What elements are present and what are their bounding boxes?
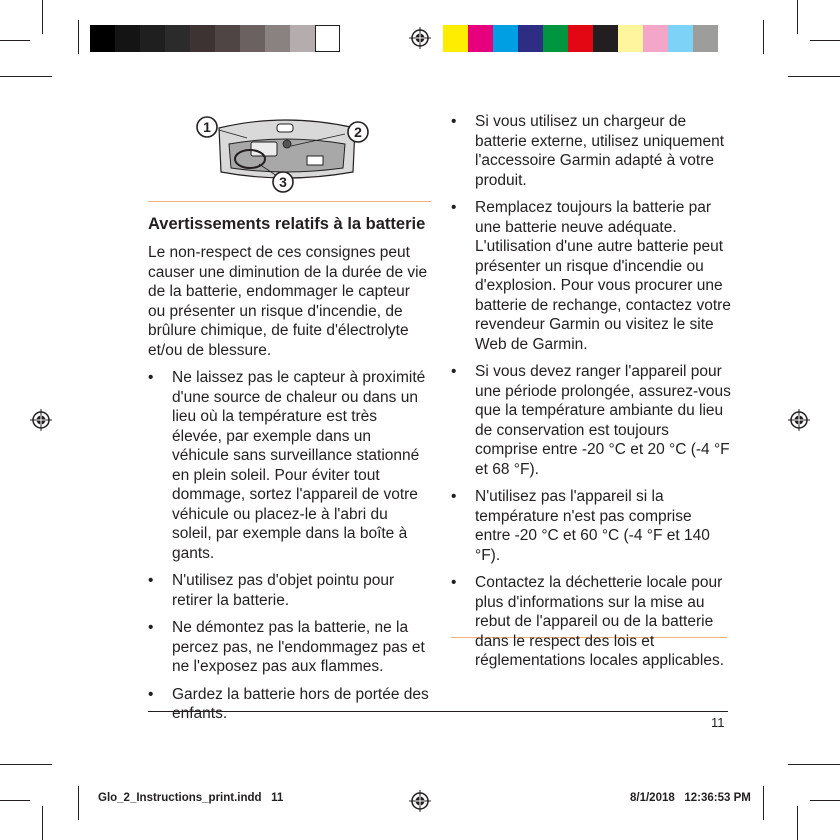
left-warning-list xyxy=(148,368,430,732)
crop-mark xyxy=(810,40,840,41)
list-item: • Si vous devez ranger l'appareil pour une période prolongée, assurez-vous que la température ambiante du lieu de conservation est toujours comprise entre -20 °C et 20 °C (-4 °F et 68 °F). xyxy=(451,362,731,479)
crop-mark xyxy=(810,800,840,801)
registration-mark-icon xyxy=(409,790,431,812)
crop-mark xyxy=(0,40,30,41)
color-swatch xyxy=(90,25,115,52)
color-swatch xyxy=(593,25,618,52)
crop-mark xyxy=(797,806,798,840)
crop-mark xyxy=(78,786,79,820)
battery xyxy=(251,142,277,156)
color-swatch xyxy=(290,25,315,52)
crop-mark xyxy=(0,76,52,77)
list-item: • Si vous utilisez un chargeur de batterie externe, utilisez uniquement l'accessoire Garmin adapté à votre produit. xyxy=(451,112,731,190)
slug-file-name: Glo_2_Instructions_print.indd 11 xyxy=(98,792,284,804)
color-swatch xyxy=(443,25,468,52)
list-item: • Remplacez toujours la batterie par une batterie neuve adéquate. L'utilisation d'une autre batterie peut présenter un risque d'incendie ou d'explosion. Pour vous procurer une batterie de rechange, contactez votre revendeur Garmin ou visitez le site Web de Garmin. xyxy=(451,198,731,354)
callout-2 xyxy=(348,122,368,142)
color-swatch xyxy=(140,25,165,52)
color-swatch xyxy=(643,25,668,52)
crop-mark xyxy=(0,800,30,801)
crop-mark xyxy=(42,806,43,840)
color-swatch xyxy=(265,25,290,52)
crop-mark xyxy=(42,0,43,34)
crop-mark xyxy=(788,764,840,765)
intro-paragraph: Le non-respect de ces consignes peut causer une diminution de la durée de vie de la batterie, endommager le capteur ou présenter un risque d'incendie, de brûlure chimique, de fuite d'électrolyte et/ou de blessure. xyxy=(148,244,428,359)
list-item: • Ne laissez pas le capteur à proximité d'une source de chaleur ou dans un lieu où la température est très élevée, par exemple dans un véhicule sans surveillance stationné en plein soleil. Pour éviter tout dommage, sortez l'appareil de votre véhicule ou placez-le à l'abri du soleil, par exemple dans la boîte à gants. xyxy=(148,368,430,563)
color-swatch xyxy=(693,25,718,52)
color-swatch xyxy=(618,25,643,52)
color-swatch xyxy=(315,25,340,52)
gray-swatch-strip xyxy=(90,25,340,52)
color-swatch xyxy=(215,25,240,52)
registration-mark-icon xyxy=(788,409,810,431)
color-swatch xyxy=(165,25,190,52)
color-swatch xyxy=(668,25,693,52)
color-swatch xyxy=(468,25,493,52)
device-battery-illustration xyxy=(195,112,375,194)
crop-mark xyxy=(763,786,764,820)
callout-label-3: 3 xyxy=(279,174,287,190)
color-swatch xyxy=(493,25,518,52)
color-swatch xyxy=(115,25,140,52)
section-title: Avertissements relatifs à la batterie xyxy=(148,215,426,233)
callout-1 xyxy=(197,117,217,137)
crop-mark xyxy=(797,0,798,34)
callout-3 xyxy=(273,172,293,192)
crop-mark xyxy=(78,20,79,54)
color-swatch xyxy=(240,25,265,52)
color-swatch xyxy=(518,25,543,52)
list-item: • N'utilisez pas d'objet pointu pour retirer la batterie. xyxy=(148,571,430,610)
slug-timestamp: 8/1/2018 12:36:53 PM xyxy=(630,792,751,804)
right-warning-list xyxy=(451,112,731,679)
list-item: • Ne démontez pas la batterie, ne la percez pas, ne l'endommagez pas et ne l'exposez pas aux flammes. xyxy=(148,618,430,677)
latch xyxy=(277,124,293,132)
color-swatch xyxy=(190,25,215,52)
list-item: • Contactez la déchetterie locale pour plus d'informations sur la mise au rebut de l'appareil ou de la batterie dans le respect des lois et réglementations locales applicables. xyxy=(451,573,731,671)
page-number: 11 xyxy=(711,715,725,730)
registration-mark-icon xyxy=(30,409,52,431)
color-swatch xyxy=(568,25,593,52)
connector xyxy=(307,156,323,165)
crop-mark xyxy=(0,764,52,765)
registration-mark-icon xyxy=(409,27,431,49)
list-item: • N'utilisez pas l'appareil si la température n'est pas comprise entre -20 °C et 60 °C (-4 °F et 140 °F). xyxy=(451,487,731,565)
section-divider xyxy=(148,201,431,202)
screw xyxy=(283,140,291,148)
color-swatch xyxy=(543,25,568,52)
crop-mark xyxy=(763,20,764,54)
color-swatch-strip xyxy=(443,25,718,52)
callout-label-2: 2 xyxy=(354,124,362,140)
callout-label-1: 1 xyxy=(203,119,211,135)
list-item: • Gardez la batterie hors de portée des enfants. xyxy=(148,685,430,724)
crop-mark xyxy=(788,76,840,77)
